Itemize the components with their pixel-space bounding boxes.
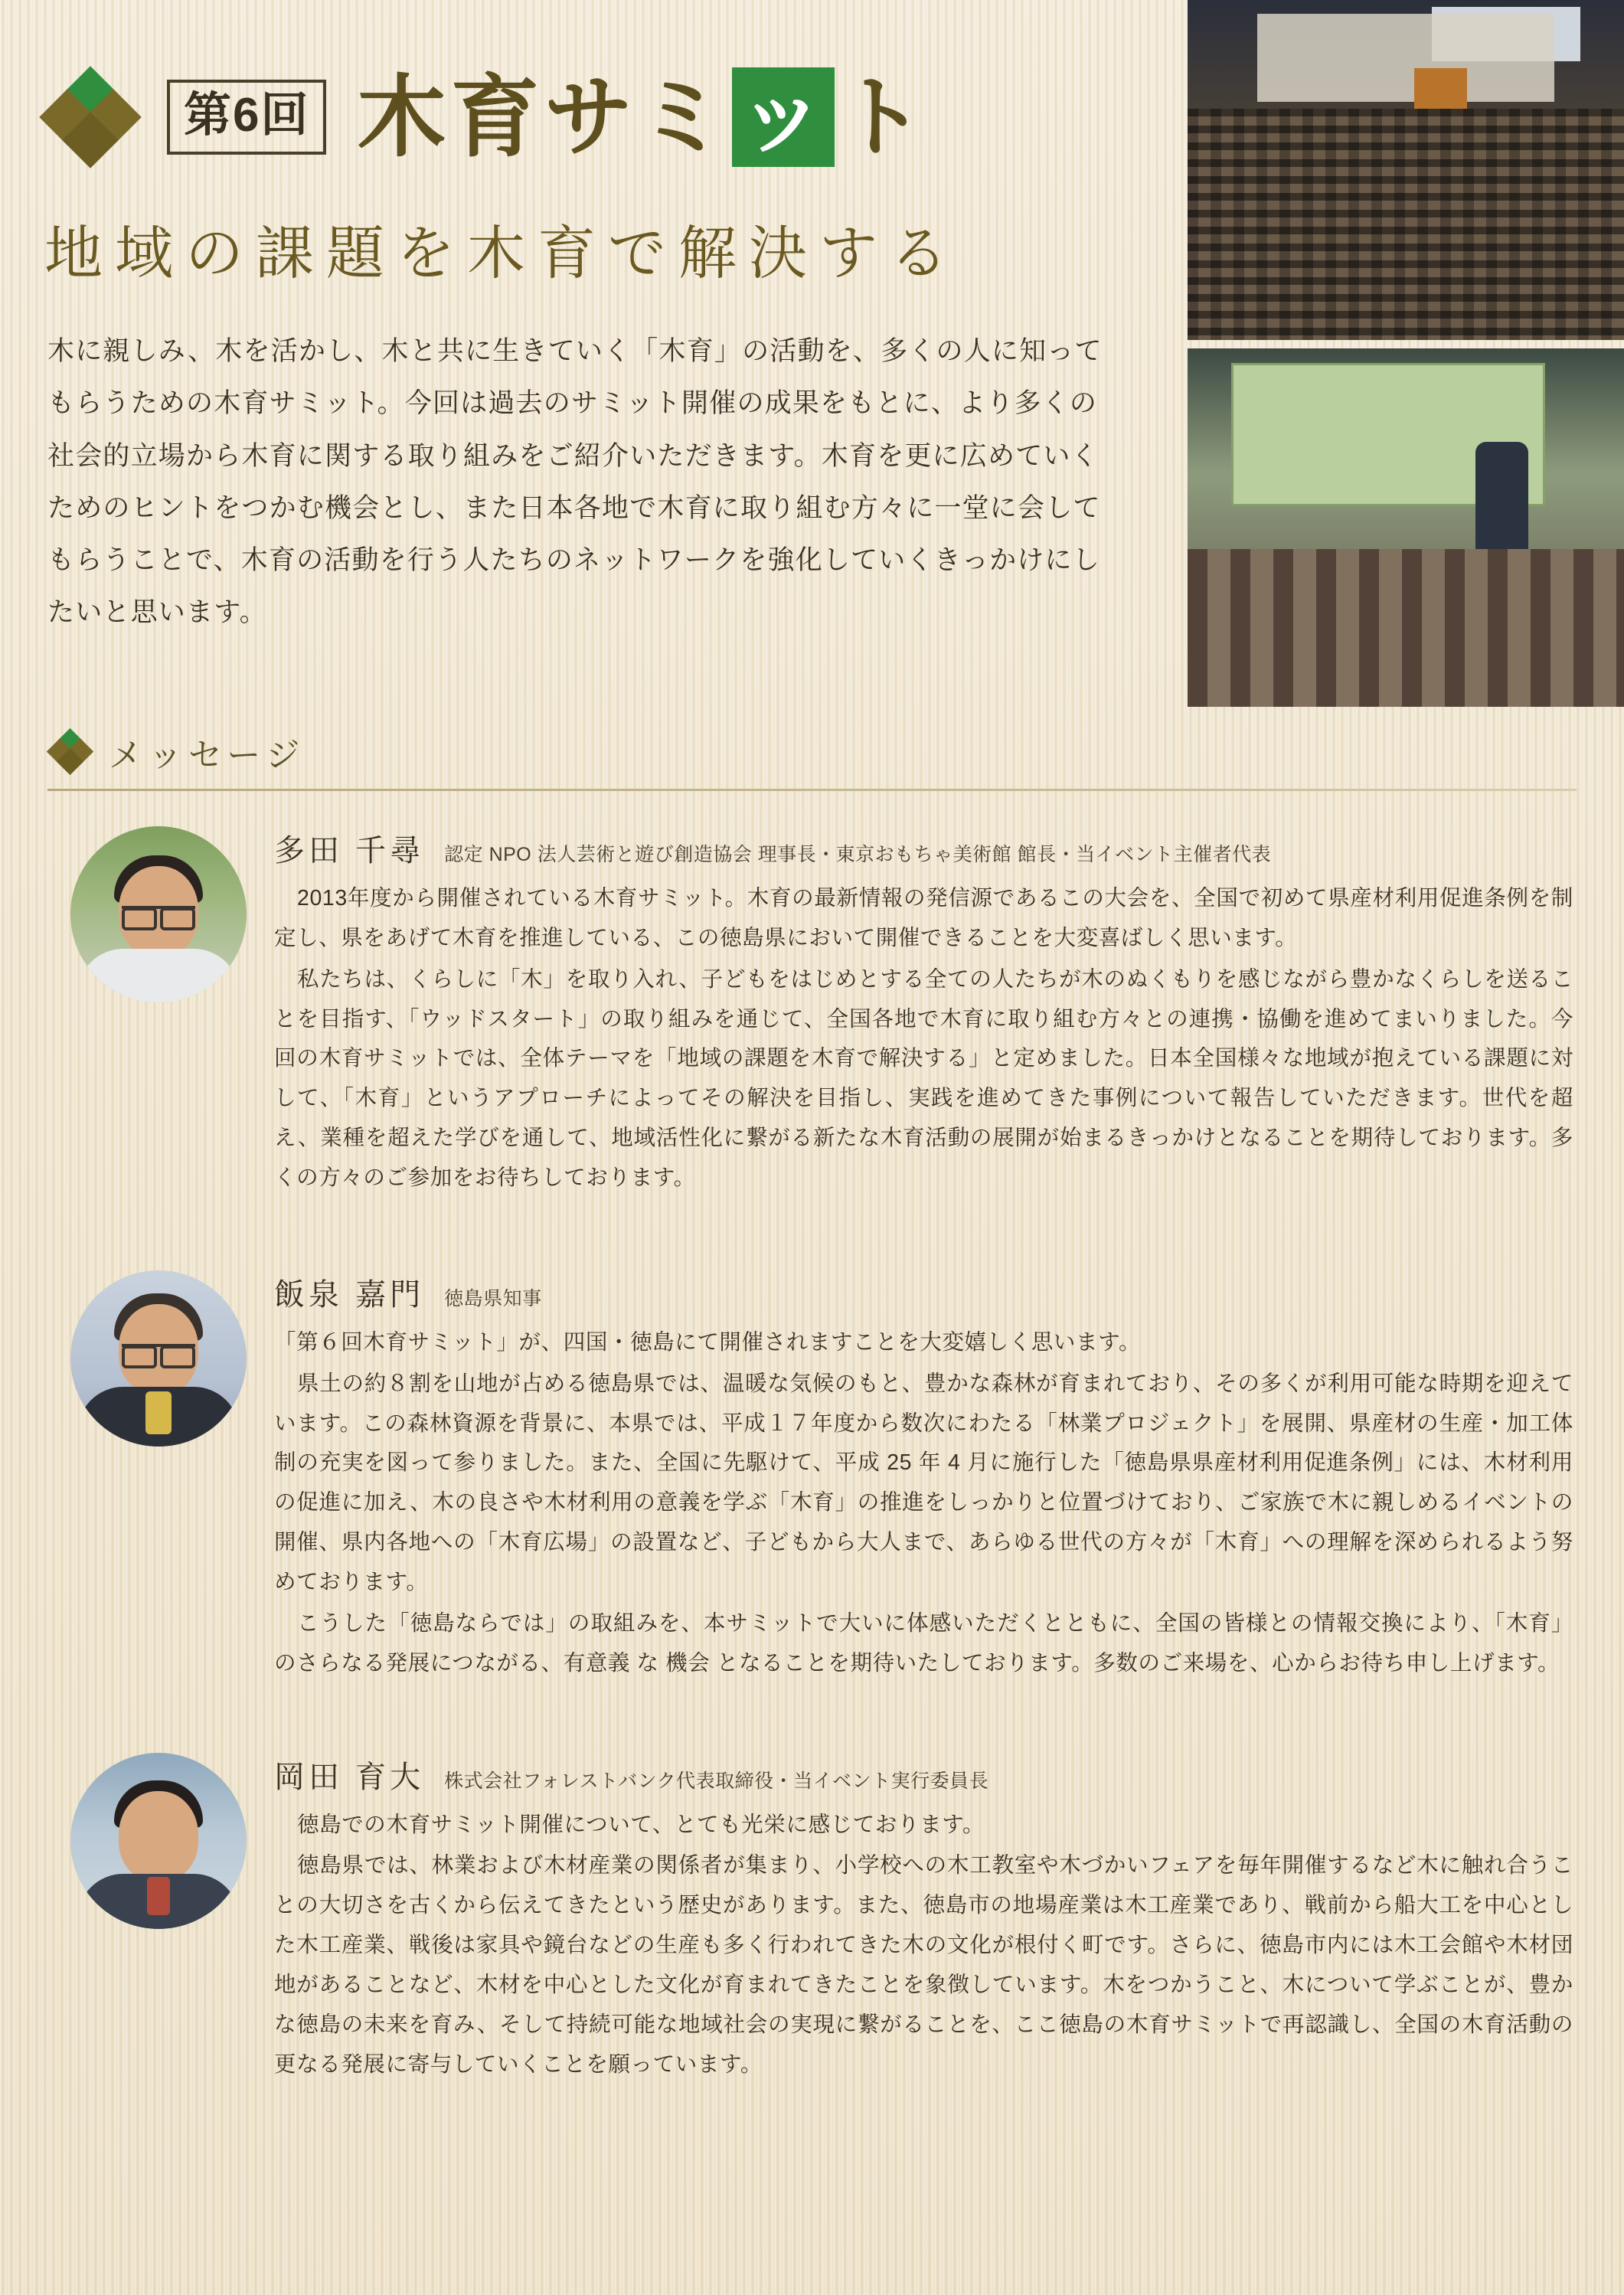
avatar [70, 1270, 247, 1447]
page-subtitle: 地域の課題を木育で解決する [44, 221, 960, 286]
diamond-bullet-icon [51, 732, 90, 772]
message-name-row [274, 1753, 1573, 1796]
message-author-role: 認定 NPO 法人芸術と遊び創造協会 理事長・東京おもちゃ美術館 館長・当イベント主催者代表 [444, 844, 1272, 865]
message-body [274, 826, 1573, 1200]
lead-paragraph: 木に親しみ、木を活かし、木と共に生きていく「木育」の活動を、多くの人に知ってもらうための木育サミット。今回は過去のサミット開催の成果をもとに、より多くの社会的立場から木育に関する取り組みをご紹介いただきます。木育を更に広めていくためのヒントをつかむ機会とし、また日本各地で木育に取り組む方々に一堂に会してもらうことで、木育の活動を行う人たちのネットワークを強化していくきっかけにしたいと思います。 [47, 336, 1103, 628]
message-name-row [274, 826, 1573, 870]
message-name-row [274, 1270, 1573, 1314]
title-part-1: 木育サミ [357, 67, 731, 167]
title-part-2: ト [836, 67, 930, 167]
message-author-name: 多田 千尋 [274, 834, 425, 868]
message-paragraph: 県土の約８割を山地が占める徳島県では、温暖な気候のもと、豊かな森林が育まれており、その多くが利用可能な時期を迎えています。この森林資源を背景に、本県では、平成１７年度から数次にわたる「林業プロジェクト」を展開、県産材の生産・加工体制の充実を図って参りました。また、全国に先駆けて、平成 25 年 4 月に施行した「徳島県県産材利用促進条例」には、木材利用の促進に加え、木の良さや木材利用の意義を学ぶ「木育」の推進をしっかりと位置づけており、ご家族で木に親しめるイベントの開催、県内各地への「木育広場」の設置など、子どもから大人まで、あらゆる世代の方々が「木育」への理解を深められるよう努めております。 [274, 1371, 1573, 1595]
message-author-role: 徳島県知事 [444, 1287, 542, 1309]
message-section-header [51, 727, 1624, 776]
message-paragraph: こうした「徳島ならでは」の取組みを、本サミットで大いに体感いただくとともに、全国の皆様との情報交換により、「木育」のさらなる発展につながる、有意義 な 機会 となることを期待いたしております。多数のご来場を、心からお待ち申し上げます。 [274, 1610, 1573, 1675]
hall-photo [1188, 0, 1624, 340]
message-body [274, 1753, 1573, 2087]
poster-header [0, 0, 1624, 705]
title-highlight: ッ [732, 67, 835, 167]
message-paragraph: 徳島県では、林業および木材産業の関係者が集まり、小学校への木工教室や木づかいフェアを毎年開催するなど木に触れ合うことの大切さを古くから伝えてきたという歴史があります。また、徳島市の地場産業は木工産業であり、戦前から船大工を中心とした木工産業、戦後は家具や鏡台などの生産も多く行われてきた木の文化が根付く町です。さらに、徳島市内には木工会館や木材団地があることなど、木材を中心とした文化が育まれてきたことを象徴しています。木をつかうこと、木について学ぶことが、豊かな徳島の未来を育み、そして持続可能な地域社会の実現に繋がることを、ここ徳島の木育サミットで再認識し、全国の木育活動の更なる発展に寄与していくことを願っています。 [274, 1853, 1573, 2077]
message-item [0, 791, 1624, 1200]
message-author-role: 株式会社フォレストバンク代表取締役・当イベント実行委員長 [444, 1770, 989, 1792]
page-title [357, 67, 930, 167]
message-paragraph: 私たちは、くらしに「木」を取り入れ、子どもをはじめとする全ての人たちが木のぬくもりを感じながら豊かなくらしを送ることを目指す、「ウッドスタート」の取り組みを通じて、全国各地で木育に取り組む方々との連携・協働を進めてまいりました。今回の木育サミットでは、全体テーマを「地域の課題を木育で解決する」と定めました。日本全国様々な地域が抱えている課題に対して、「木育」というアプローチによってその解決を目指し、実践を進めてきた事例について報告していただきます。世代を超え、業種を超えた学びを通して、地域活性化に繋がる新たな木育活動の展開が始まるきっかけとなることを期待しております。多くの方々のご参加をお待ちしております。 [274, 966, 1573, 1191]
message-paragraph: 徳島での木育サミット開催について、とても光栄に感じております。 [297, 1812, 985, 1837]
diamond-logo-icon [47, 74, 133, 160]
message-item [0, 1685, 1624, 2087]
avatar [70, 1753, 247, 1929]
lecture-photo [1188, 348, 1624, 707]
message-paragraph: 2013年度から開催されている木育サミット。木育の最新情報の発信源であるこの大会を、全国で初めて県産材利用促進条例を制定し、県をあげて木育を推進している、この徳島県において開催できることを大変喜ばしく思います。 [274, 886, 1573, 950]
message-author-name: 岡田 育大 [274, 1760, 425, 1794]
message-paragraph: 「第６回木育サミット」が、四国・徳島にて開催されますことを大変嬉しく思います。 [274, 1329, 1142, 1355]
message-item [0, 1200, 1624, 1685]
message-author-name: 飯泉 嘉門 [274, 1277, 425, 1312]
avatar [70, 826, 247, 1002]
message-body [274, 1270, 1573, 1685]
message-section-label: メッセージ [109, 737, 306, 774]
edition-badge: 第6回 [167, 80, 326, 155]
